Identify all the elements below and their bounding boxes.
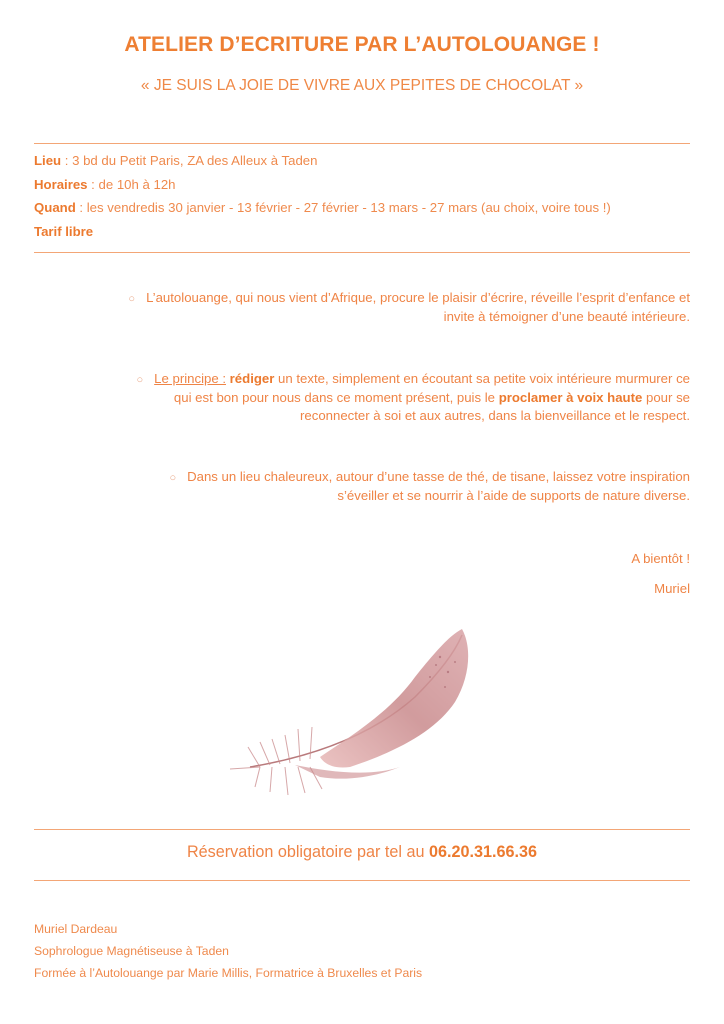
lieu-label: Lieu xyxy=(34,153,62,168)
reservation-line xyxy=(0,843,724,862)
footer xyxy=(34,918,422,984)
phone-number[interactable]: 06.20.31.66.36 xyxy=(429,843,538,861)
closing xyxy=(631,544,690,604)
proclamer-bold: proclamer à voix haute xyxy=(498,390,643,406)
horaires-label: Horaires xyxy=(34,176,88,192)
rediger-bold: rédiger xyxy=(229,371,275,386)
quand-value: : les vendredis 30 janvier - 13 février - 27 février - 13 mars - 27 mars (au choix, voire tous !) xyxy=(75,200,611,216)
closing-greeting: A bientôt ! xyxy=(631,551,690,566)
footer-training: Formée à l’Autolouange par Marie Millis, Formatrice à Bruxelles et Paris xyxy=(34,966,423,980)
footer-role: Sophrologue Magnétiseuse à Taden xyxy=(34,944,229,958)
page-title: ATELIER D’ECRITURE PAR L’AUTOLOUANGE ! xyxy=(124,33,600,56)
page-subtitle: « JE SUIS LA JOIE DE VIVRE AUX PEPITES DE CHOCOLAT » xyxy=(140,77,584,94)
bullet-3-line-1: Dans un lieu chaleureux, autour d’une tasse de thé, de tisane, laissez votre inspiration xyxy=(187,469,690,484)
quand-label: Quand xyxy=(34,200,76,216)
bullet-item-2 xyxy=(137,370,691,424)
bullet-circle-icon: ○ xyxy=(128,293,136,305)
bullet-1-line-1: L’autolouange, qui nous vient d’Afrique, procure le plaisir d’écrire, réveille l’esprit d’enfance et xyxy=(146,290,690,305)
bullet-circle-icon: ○ xyxy=(136,374,144,386)
bullet-item-3 xyxy=(169,468,690,505)
bullet-3-line-2: s’éveiller et se nourrir à l’aide de supports de nature diverse. xyxy=(337,488,690,504)
divider-top xyxy=(34,143,690,144)
horaires-value: : de 10h à 12h xyxy=(87,176,176,192)
feather-image xyxy=(200,617,525,812)
bullet-2-text-1: un texte, simplement en écoutant sa petite voix intérieure murmurer ce xyxy=(274,371,690,386)
reservation-text: Réservation obligatoire par tel au xyxy=(186,843,430,861)
feather-icon xyxy=(200,617,525,812)
divider-info-bottom xyxy=(34,252,690,253)
bullet-2-text-4: reconnecter à soi et aux autres, dans la bienveillance et le respect. xyxy=(300,407,690,423)
info-horaires xyxy=(34,173,611,197)
divider-reservation-top xyxy=(34,829,690,830)
bullet-1-line-2: invite à témoigner d’une beauté intérieure. xyxy=(443,309,690,325)
principe-label: Le principe : xyxy=(154,371,226,386)
footer-name: Muriel Dardeau xyxy=(34,922,118,936)
info-quand xyxy=(34,196,611,220)
event-info xyxy=(34,149,611,243)
info-tarif xyxy=(34,220,611,244)
bullet-2-text-2: qui est bon pour nous dans ce moment présent, puis le xyxy=(173,390,499,406)
info-lieu xyxy=(34,149,611,173)
bullet-2-text-3: pour se xyxy=(642,390,690,406)
closing-name: Muriel xyxy=(654,581,690,596)
bullet-item-1 xyxy=(128,289,690,326)
lieu-value: : 3 bd du Petit Paris, ZA des Alleux à Taden xyxy=(61,153,318,168)
bullet-circle-icon: ○ xyxy=(169,472,177,484)
divider-reservation-bottom xyxy=(34,880,690,881)
tarif-label: Tarif libre xyxy=(34,223,94,239)
